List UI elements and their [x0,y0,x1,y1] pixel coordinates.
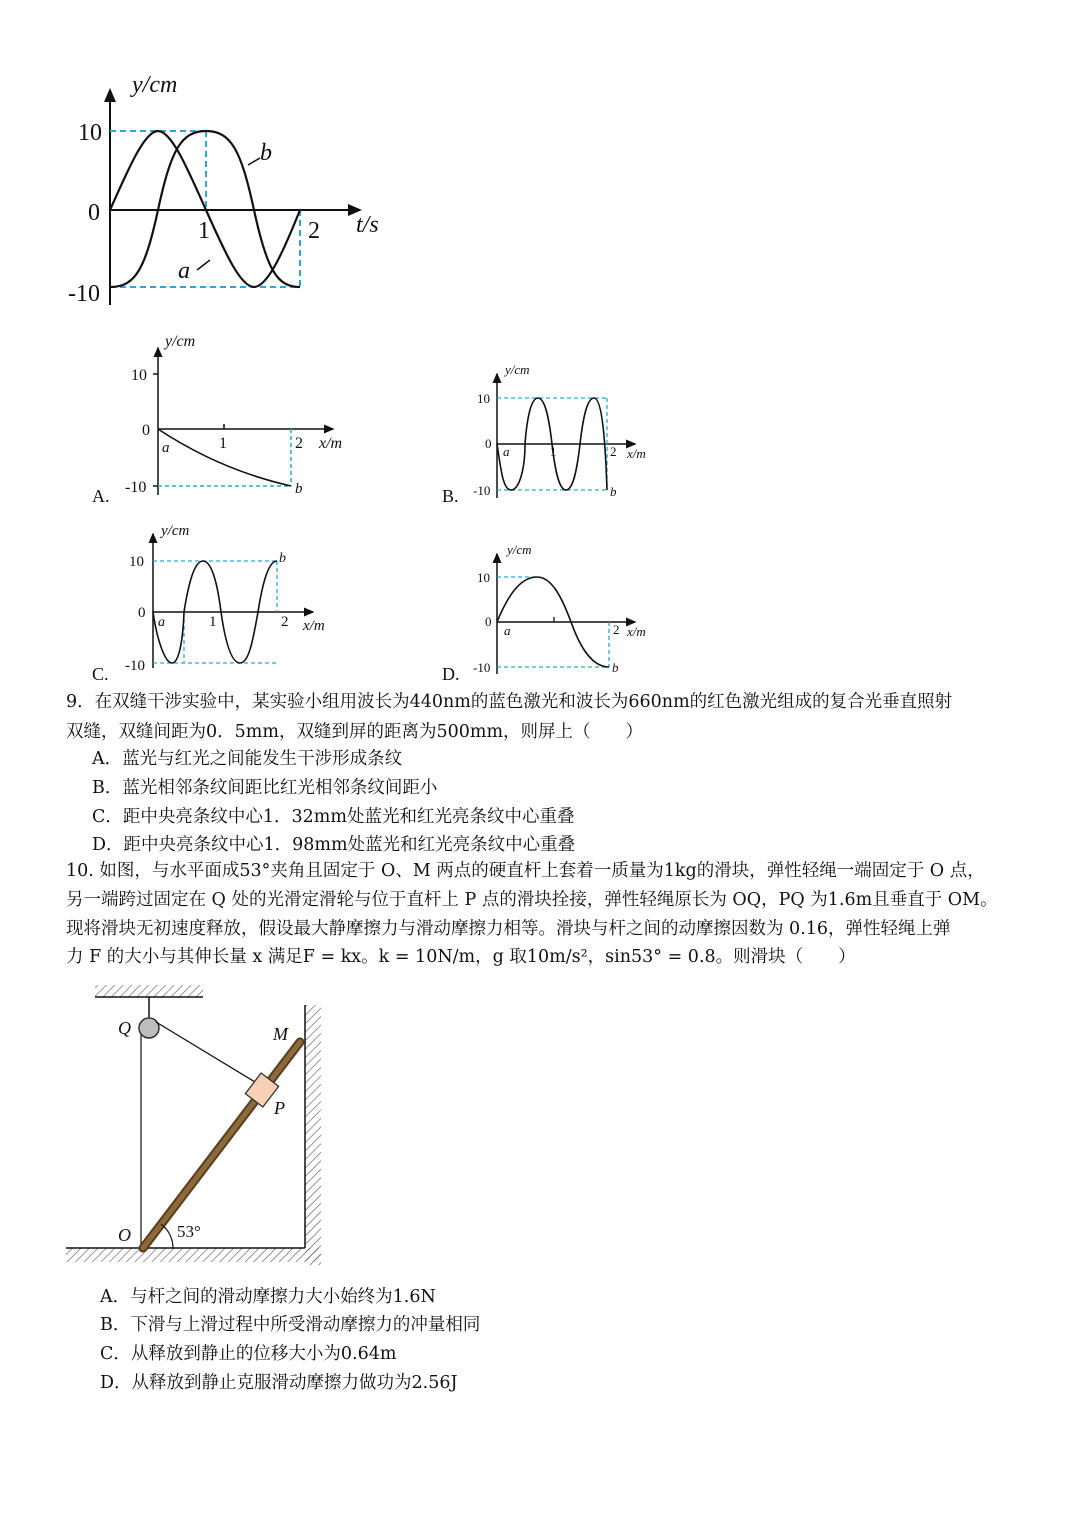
svg-text:0: 0 [485,614,492,629]
curve-b-label: b [260,140,272,166]
q10-line-1: 10. 如图，与水平面成53°夹角且固定于 O、M 两点的硬直杆上套着一质量为1kg的滑块，弹性轻绳一端固定于 O 点， [66,861,985,881]
svg-text:a: a [162,440,170,456]
svg-text:10: 10 [477,391,490,406]
svg-text:b: b [612,660,619,675]
svg-text:1: 1 [209,614,217,630]
option-d-letter: D. [442,664,460,684]
svg-text:1: 1 [550,444,557,459]
q10-option-d[interactable]: D．从释放到静止克服滑动摩擦力做功为2.56J [100,1373,458,1393]
q9-option-a[interactable]: A．蓝光与红光之间能发生干涉形成条纹 [92,749,403,769]
tick-y-neg10: -10 [68,281,100,307]
svg-text:y/cm: y/cm [165,333,196,350]
svg-text:y/cm: y/cm [507,542,532,557]
svg-text:1: 1 [219,435,227,452]
tick-y-0: 0 [88,200,100,226]
q9-option-c[interactable]: C．距中央亮条纹中心1．32mm处蓝光和红光亮条纹中心重叠 [92,807,575,827]
svg-text:Q: Q [118,1018,131,1038]
q10-option-a[interactable]: A．与杆之间的滑动摩擦力大小始终为1.6N [100,1287,436,1307]
svg-text:x/m: x/m [319,435,343,452]
option-b-letter: B. [442,486,459,506]
tick-t-1: 1 [198,218,210,244]
svg-text:M: M [273,1024,288,1044]
option-graph-d [465,540,665,680]
q10-line-2: 另一端跨过固定在 Q 处的光滑定滑轮与位于直杆上 P 点的滑块拴接，弹性轻绳原长为 OQ，PQ 为1.6m且垂直于 OM。 [66,890,998,910]
q10-line-3: 现将滑块无初速度释放，假设最大静摩擦力与滑动摩擦力相等。滑块与杆之间的动摩擦因数为 0.16，弹性轻绳上弹 [66,919,951,939]
svg-text:a: a [158,615,165,630]
svg-text:0: 0 [142,422,150,439]
svg-text:-10: -10 [125,479,147,496]
svg-text:b: b [279,551,286,566]
svg-text:2: 2 [295,435,303,452]
tick-y-10: 10 [78,120,102,146]
svg-text:y/cm: y/cm [505,362,530,377]
svg-text:x/m: x/m [627,446,646,461]
q10-line-4: 力 F 的大小与其伸长量 x 满足F = kx。k = 10N/m，g 取10m/s²，sin53° = 0.8。则滑块（ ） [66,947,856,967]
svg-text:10: 10 [131,367,147,384]
svg-text:-10: -10 [473,660,491,675]
q10-option-c[interactable]: C．从释放到静止的位移大小为0.64m [100,1344,397,1364]
svg-text:O: O [118,1225,131,1245]
svg-text:b: b [295,481,303,497]
option-c-letter: C. [92,664,109,684]
svg-text:-10: -10 [125,658,145,674]
svg-text:0: 0 [485,436,492,451]
q9-line-1: 9．在双缝干涉实验中，某实验小组用波长为440nm的蓝色激光和波长为660nm的红色激光组成的复合光垂直照射 [66,692,953,712]
svg-text:10: 10 [477,570,490,585]
y-axis-label: y/cm [132,72,178,98]
option-graph-c [125,520,345,675]
svg-text:2: 2 [613,622,620,637]
t-axis-label: t/s [356,212,379,238]
curve-a-label: a [178,258,190,284]
svg-text:y/cm: y/cm [161,523,190,539]
svg-text:53°: 53° [177,1222,201,1241]
q10-figure-rod-slider [60,980,340,1280]
q9-option-d[interactable]: D．距中央亮条纹中心1．98mm处蓝光和红光亮条纹中心重叠 [92,835,576,855]
svg-text:-10: -10 [473,483,491,498]
q9-option-b[interactable]: B．蓝光相邻条纹间距比红光相邻条纹间距小 [92,778,438,798]
option-a-letter: A. [92,486,110,506]
option-graph-b [465,360,665,505]
top-vibration-graph [60,70,400,320]
option-graph-a [125,330,365,505]
svg-text:0: 0 [138,605,146,621]
svg-text:x/m: x/m [303,618,325,634]
tick-t-2: 2 [308,218,320,244]
svg-text:x/m: x/m [627,624,646,639]
svg-text:10: 10 [129,554,144,570]
q10-option-b[interactable]: B．下滑与上滑过程中所受滑动摩擦力的冲量相同 [100,1315,481,1335]
svg-text:2: 2 [610,444,617,459]
svg-text:b: b [610,484,617,499]
svg-text:a: a [504,623,511,638]
svg-text:P: P [274,1098,285,1118]
svg-text:a: a [503,444,510,459]
svg-text:2: 2 [281,614,289,630]
pulley-icon [139,1018,159,1038]
q9-line-2: 双缝，双缝间距为0．5mm，双缝到屏的距离为500mm，则屏上（ ） [66,722,644,742]
